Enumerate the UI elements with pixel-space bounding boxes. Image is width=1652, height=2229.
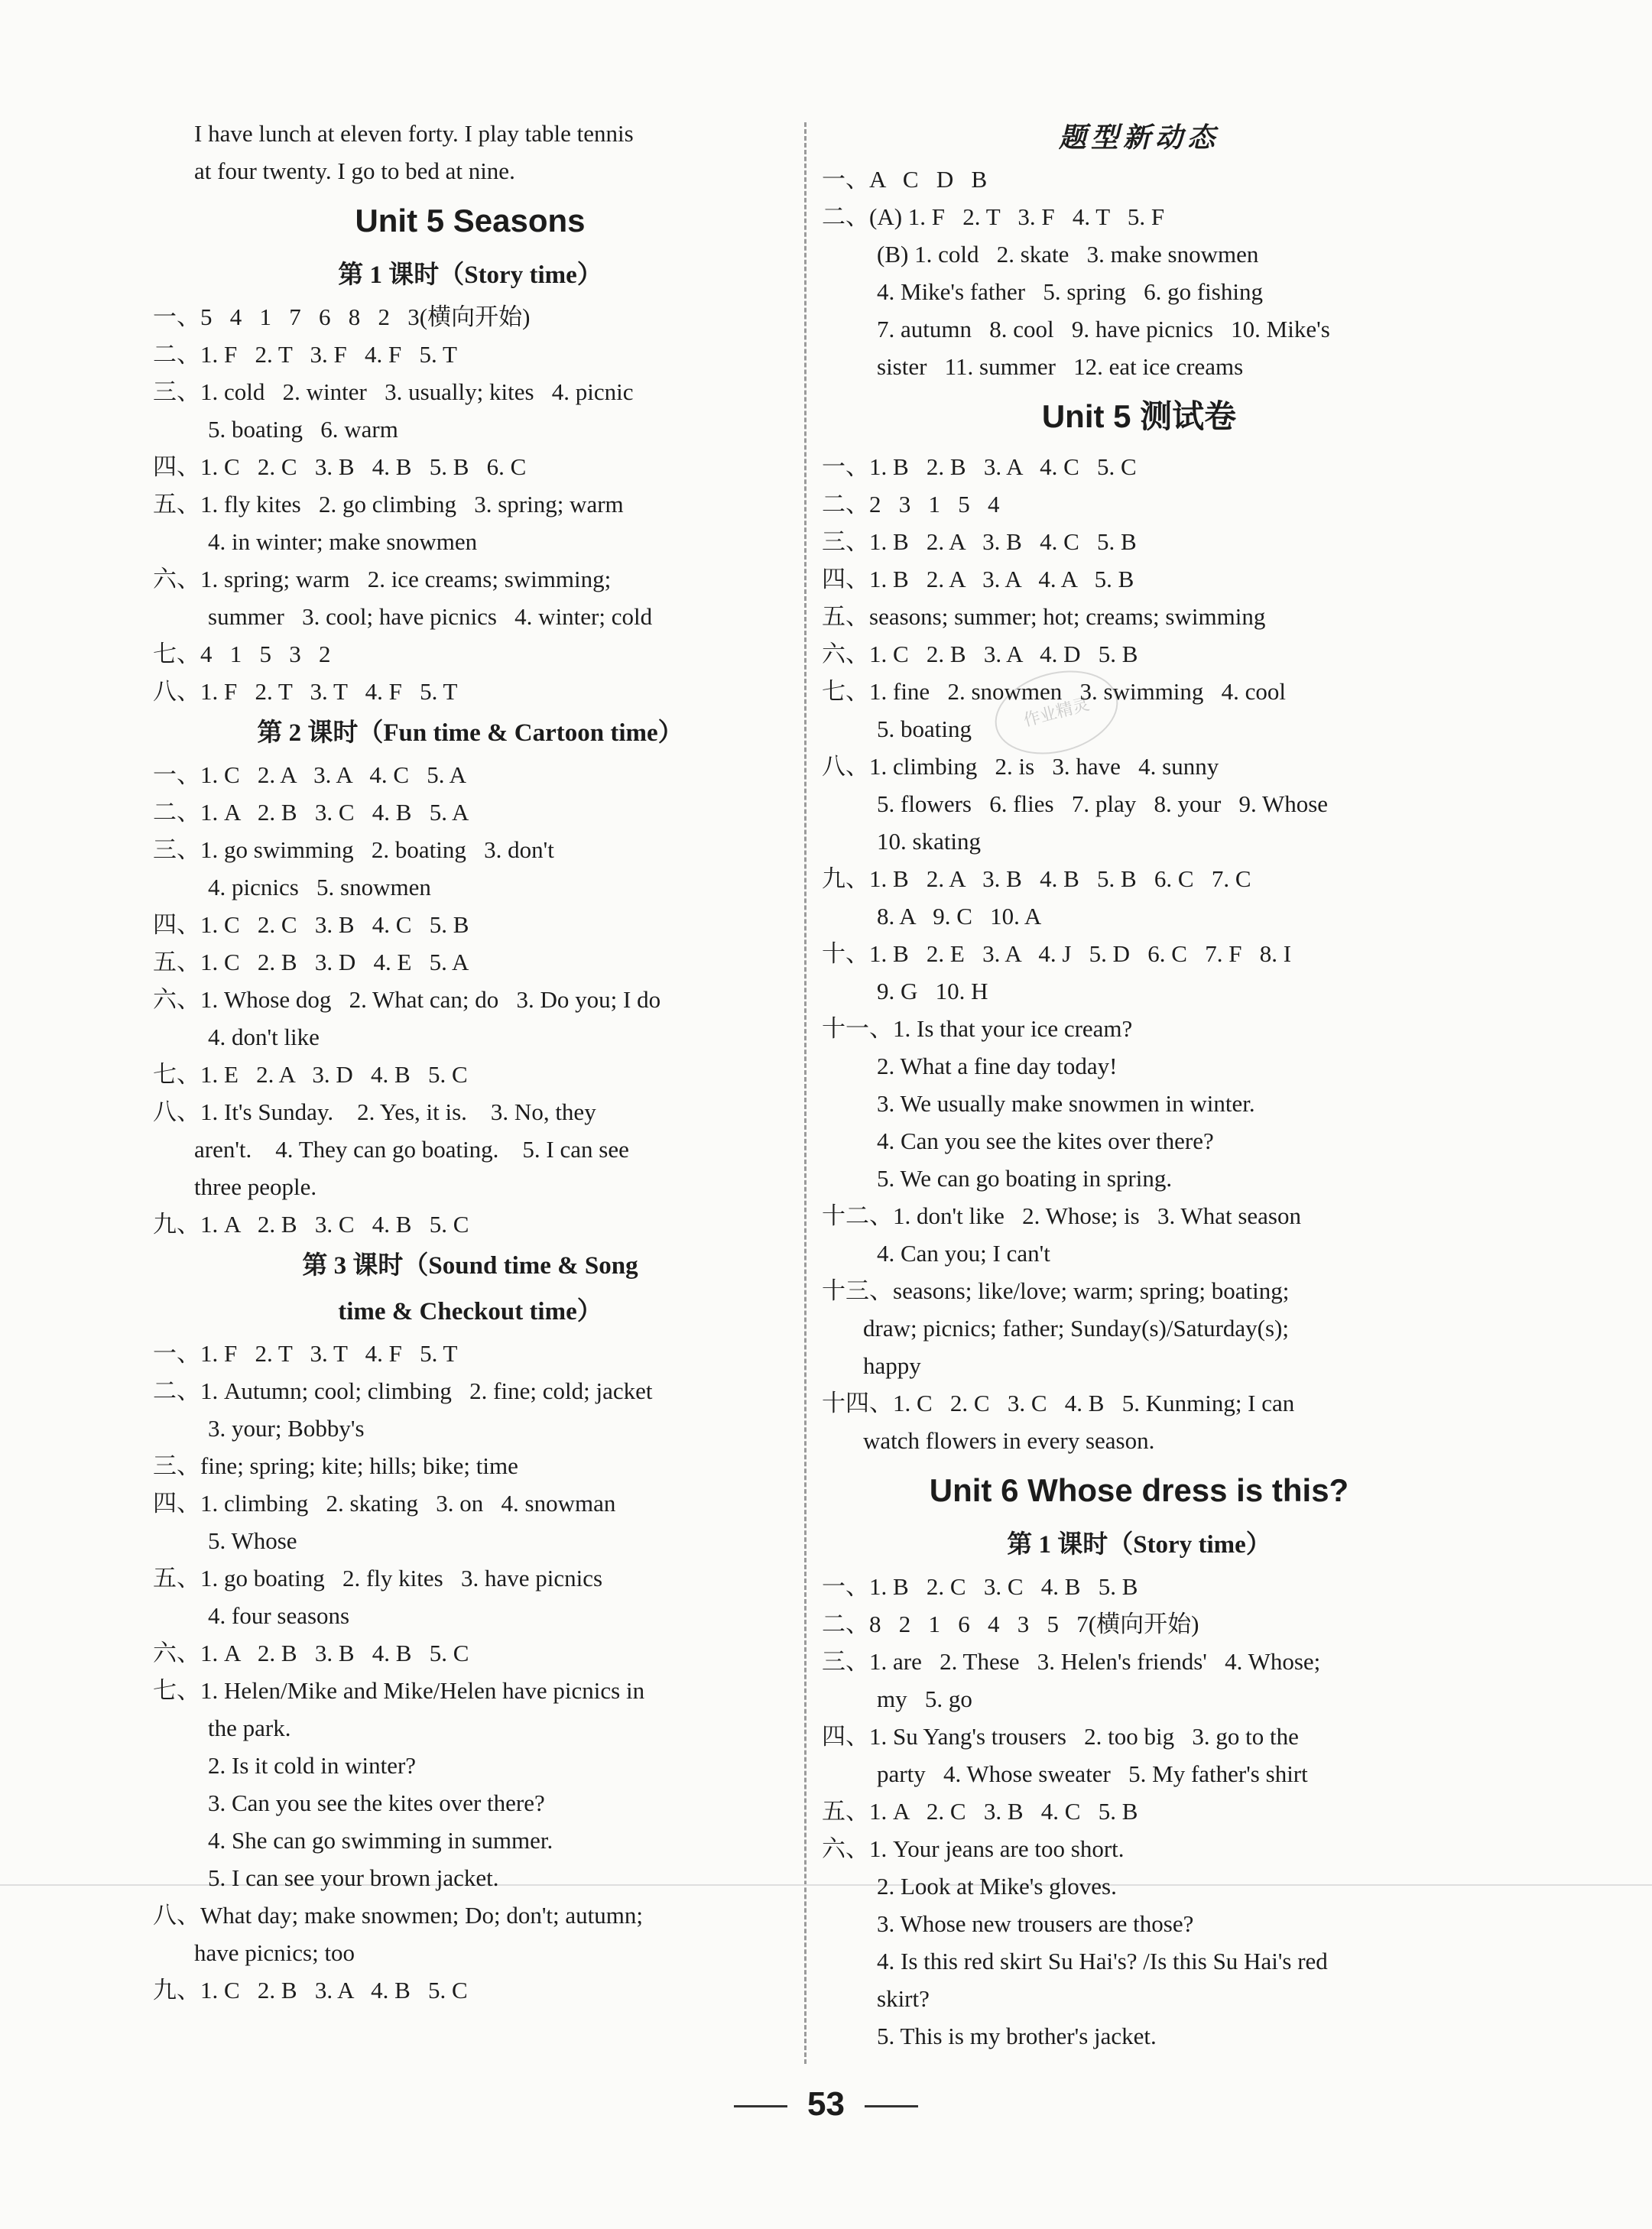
lesson1-title: 第 1 课时（Story time） <box>338 261 602 289</box>
answer-line: 3. We usually make snowmen in winter. <box>877 1090 1255 1117</box>
answer-line: 一、A C D B <box>822 166 988 193</box>
answer-line: 四、1. Su Yang's trousers 2. too big 3. go to the <box>822 1723 1299 1750</box>
answer-line: 五、seasons; summer; hot; creams; swimming <box>822 603 1266 630</box>
answer-line: (B) 1. cold 2. skate 3. make snowmen <box>877 241 1259 268</box>
answer-line: 4. Is this red skirt Su Hai's? /Is this Su Hai's red <box>877 1948 1328 1974</box>
answer-line: 二、8 2 1 6 4 3 5 7(横向开始) <box>822 1611 1199 1637</box>
answer-line: 四、1. B 2. A 3. A 4. A 5. B <box>822 566 1134 592</box>
answer-line: 三、1. B 2. A 3. B 4. C 5. B <box>822 528 1137 555</box>
answer-line: 八、1. It's Sunday. 2. Yes, it is. 3. No, they <box>153 1098 596 1125</box>
answer-line: 2. What a fine day today! <box>877 1053 1118 1079</box>
answer-line: 四、1. C 2. C 3. B 4. B 5. B 6. C <box>153 453 527 480</box>
answer-line: 二、1. F 2. T 3. F 4. F 5. T <box>153 341 457 368</box>
answer-line: 5. boating 6. warm <box>208 416 398 443</box>
dash-left <box>734 2105 787 2107</box>
answer-line: 十一、1. Is that your ice cream? <box>822 1015 1133 1042</box>
answer-line: 六、1. spring; warm 2. ice creams; swimming; <box>153 566 612 592</box>
answer-line: happy <box>863 1352 921 1379</box>
answer-line: 六、1. C 2. B 3. A 4. D 5. B <box>822 641 1138 667</box>
left-column <box>153 115 787 2009</box>
answer-line: 4. four seasons <box>208 1602 350 1629</box>
answer-line: 七、1. fine 2. snowmen 3. swimming 4. cool <box>822 678 1287 705</box>
intro-text <box>153 115 787 190</box>
answer-line: 4. don't like <box>208 1024 320 1050</box>
answer-line: 六、1. Whose dog 2. What can; do 3. Do you; I do <box>153 986 661 1013</box>
answer-line: my 5. go <box>877 1686 972 1712</box>
answer-line: 5. We can go boating in spring. <box>877 1165 1173 1192</box>
answer-line: 二、1. Autumn; cool; climbing 2. fine; cold; jacket <box>153 1377 653 1404</box>
answer-line: 六、1. Your jeans are too short. <box>822 1835 1125 1862</box>
answer-line: draw; picnics; father; Sunday(s)/Saturday(s); <box>863 1315 1289 1342</box>
answer-line: 一、5 4 1 7 6 8 2 3(横向开始) <box>153 303 531 330</box>
answer-line: 2. Look at Mike's gloves. <box>877 1873 1117 1900</box>
answer-line: 4. in winter; make snowmen <box>208 528 478 555</box>
answer-line: 3. your; Bobby's <box>208 1415 365 1442</box>
answer-line: 3. Whose new trousers are those? <box>877 1910 1194 1937</box>
unit5-title: Unit 5 Seasons <box>355 203 586 238</box>
answer-line: 七、1. Helen/Mike and Mike/Helen have picnics in <box>153 1677 645 1704</box>
answer-line: 7. autumn 8. cool 9. have picnics 10. Mike's <box>877 316 1330 342</box>
answer-line: 5. This is my brother's jacket. <box>877 2023 1157 2049</box>
page-number-text: 53 <box>807 2085 845 2123</box>
answer-line: skirt? <box>877 1985 930 2012</box>
answer-line: 一、1. F 2. T 3. T 4. F 5. T <box>153 1340 458 1367</box>
answer-line: the park. <box>208 1715 291 1741</box>
answer-line: 五、1. fly kites 2. go climbing 3. spring; warm <box>153 491 624 518</box>
lesson1-answers <box>153 298 787 710</box>
answer-line: 一、1. C 2. A 3. A 4. C 5. A <box>153 761 466 788</box>
lesson2-title: 第 2 课时（Fun time & Cartoon time） <box>257 719 683 747</box>
answer-line: sister 11. summer 12. eat ice creams <box>877 353 1244 380</box>
answer-line: 5. boating <box>877 715 972 742</box>
answer-line: 8. A 9. C 10. A <box>877 903 1042 930</box>
answer-line: 4. Mike's father 5. spring 6. go fishing <box>877 278 1263 305</box>
answer-line: 5. Whose <box>208 1527 297 1554</box>
dash-right <box>865 2105 918 2107</box>
answer-line: aren't. 4. They can go boating. 5. I can see <box>194 1136 629 1163</box>
answer-line: have picnics; too <box>194 1939 355 1966</box>
answer-line: 八、1. climbing 2. is 3. have 4. sunny <box>822 753 1219 780</box>
intro-line: I have lunch at eleven forty. I play table tennis <box>194 120 634 147</box>
answer-line: 五、1. go boating 2. fly kites 3. have picnics <box>153 1565 603 1591</box>
section-answers <box>822 161 1456 385</box>
page-number <box>0 2085 1652 2124</box>
watermark-stamp: 作业精灵 <box>985 658 1127 767</box>
answer-line: 四、1. climbing 2. skating 3. on 4. snowman <box>153 1490 616 1517</box>
unit6-lesson1-title: 第 1 课时（Story time） <box>1007 1531 1271 1559</box>
answer-line: 十二、1. don't like 2. Whose; is 3. What season <box>822 1202 1301 1229</box>
answer-line: 2. Is it cold in winter? <box>208 1752 417 1779</box>
answer-line: 4. picnics 5. snowmen <box>208 874 431 900</box>
answer-line: watch flowers in every season. <box>863 1427 1155 1454</box>
answer-line: 九、1. A 2. B 3. C 4. B 5. C <box>153 1211 469 1238</box>
answer-line: 二、(A) 1. F 2. T 3. F 4. T 5. F <box>822 203 1165 230</box>
lesson3-title-line2: time & Checkout time） <box>338 1298 602 1325</box>
test-answers <box>822 448 1456 1459</box>
unit6-answers <box>822 1568 1456 2055</box>
intro-line: at four twenty. I go to bed at nine. <box>194 157 515 184</box>
answer-line: 十三、seasons; like/love; warm; spring; boating; <box>822 1277 1290 1304</box>
answer-line: 二、1. A 2. B 3. C 4. B 5. A <box>153 799 469 826</box>
section-title: 题型新动态 <box>1058 122 1219 153</box>
answer-line: 一、1. B 2. C 3. C 4. B 5. B <box>822 1573 1138 1600</box>
answer-line: 10. skating <box>877 828 982 855</box>
answer-line: 五、1. C 2. B 3. D 4. E 5. A <box>153 949 469 975</box>
answer-line: 八、1. F 2. T 3. T 4. F 5. T <box>153 678 458 705</box>
answer-line: 七、4 1 5 3 2 <box>153 641 331 667</box>
answer-line: 六、1. A 2. B 3. B 4. B 5. C <box>153 1640 469 1666</box>
answer-line: 十、1. B 2. E 3. A 4. J 5. D 6. C 7. F 8. I <box>822 940 1292 967</box>
answer-line: 9. G 10. H <box>877 978 988 1004</box>
answer-line: 4. She can go swimming in summer. <box>208 1827 553 1854</box>
answer-line: summer 3. cool; have picnics 4. winter; cold <box>208 603 653 630</box>
lesson3-answers <box>153 1335 787 2009</box>
answer-line: 5. I can see your brown jacket. <box>208 1864 499 1891</box>
answer-line: three people. <box>194 1173 317 1200</box>
answer-line: 3. Can you see the kites over there? <box>208 1789 545 1816</box>
unit5-test-title: Unit 5 测试卷 <box>1041 398 1237 434</box>
answer-line: 三、1. are 2. These 3. Helen's friends' 4. Whose; <box>822 1648 1321 1675</box>
answer-line: 5. flowers 6. flies 7. play 8. your 9. Whose <box>877 790 1329 817</box>
answer-line: 一、1. B 2. B 3. A 4. C 5. C <box>822 453 1137 480</box>
answer-line: 4. Can you; I can't <box>877 1240 1050 1267</box>
answer-line: 八、What day; make snowmen; Do; don't; autumn; <box>153 1902 643 1929</box>
answer-line: 七、1. E 2. A 3. D 4. B 5. C <box>153 1061 468 1088</box>
right-column <box>822 115 1456 2055</box>
answer-line: 三、1. go swimming 2. boating 3. don't <box>153 836 554 863</box>
unit6-title: Unit 6 Whose dress is this? <box>929 1472 1349 1508</box>
answer-line: 三、1. cold 2. winter 3. usually; kites 4. picnic <box>153 378 634 405</box>
answer-line: 十四、1. C 2. C 3. C 4. B 5. Kunming; I can <box>822 1390 1295 1416</box>
answer-line: 九、1. B 2. A 3. B 4. B 5. B 6. C 7. C <box>822 865 1251 892</box>
answer-line: 三、fine; spring; kite; hills; bike; time <box>153 1452 518 1479</box>
answer-line: 九、1. C 2. B 3. A 4. B 5. C <box>153 1977 468 2004</box>
answer-line: 4. Can you see the kites over there? <box>877 1127 1214 1154</box>
lesson2-answers <box>153 756 787 1243</box>
answer-line: 四、1. C 2. C 3. B 4. C 5. B <box>153 911 469 938</box>
answer-line: 二、2 3 1 5 4 <box>822 491 1000 518</box>
lesson3-title-line1: 第 3 课时（Sound time & Song <box>302 1252 638 1280</box>
answer-line: 五、1. A 2. C 3. B 4. C 5. B <box>822 1798 1138 1825</box>
column-divider <box>804 122 807 2064</box>
answer-line: party 4. Whose sweater 5. My father's shirt <box>877 1760 1308 1787</box>
